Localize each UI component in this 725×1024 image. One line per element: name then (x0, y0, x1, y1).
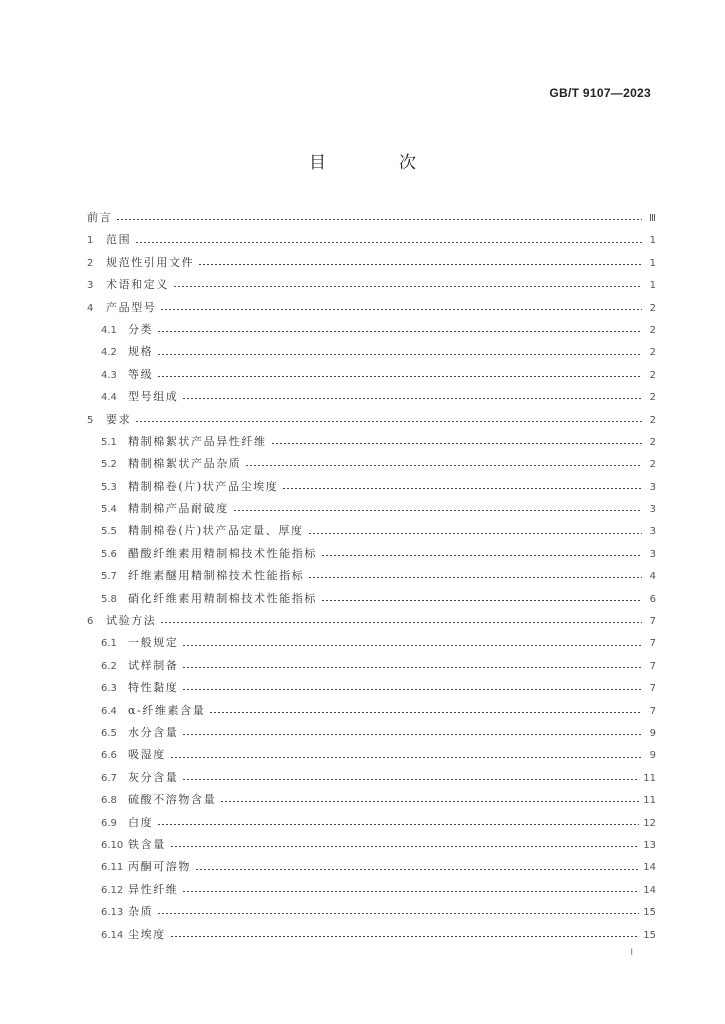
toc-entry-number: 6.10 (101, 839, 124, 851)
toc-entry-label: 分类 (128, 322, 154, 336)
toc-entry-page: Ⅲ (649, 213, 656, 224)
toc-entry-label: 水分含量 (128, 725, 179, 739)
toc-entry-page: 1 (649, 280, 656, 292)
toc-entry-page: 7 (649, 616, 656, 628)
toc-entry-page: 2 (649, 302, 656, 314)
dot-leader (182, 734, 642, 735)
dot-leader (245, 465, 642, 466)
toc-entry-page: 3 (649, 548, 656, 560)
toc-entry-number: 6.9 (101, 817, 117, 829)
toc-entry[interactable] (87, 655, 656, 677)
toc-entry-label: 精制棉卷(片)状产品尘埃度 (128, 479, 279, 493)
dot-leader (233, 510, 642, 511)
toc-entry[interactable] (87, 520, 656, 542)
toc-entry-number: 6.7 (101, 772, 117, 784)
toc-entry[interactable] (87, 498, 656, 520)
toc-entry-number: 5.3 (101, 481, 117, 493)
toc-entry[interactable] (87, 789, 656, 811)
toc-entry-label: 前言 (87, 211, 113, 224)
toc-entry-label: 精制棉产品耐破度 (128, 502, 229, 516)
toc-entry-label: 异性纤维 (128, 882, 179, 896)
toc-entry-number: 4.2 (101, 347, 117, 359)
toc-entry[interactable] (87, 274, 656, 296)
toc-entry[interactable] (87, 409, 656, 431)
toc-entry-number: 4.1 (101, 324, 117, 336)
dot-leader (220, 801, 639, 802)
toc-entry-page: 13 (643, 839, 656, 851)
toc-entry-page: 1 (649, 235, 656, 247)
toc-entry-page: 2 (649, 392, 656, 404)
toc-entry-page: 7 (649, 660, 656, 672)
toc-entry-label: 规范性引用文件 (106, 255, 195, 269)
toc-entry-label: 试验方法 (106, 614, 157, 628)
dot-leader (173, 286, 642, 287)
dot-leader (182, 667, 642, 668)
dot-leader (160, 309, 642, 310)
toc-entry[interactable] (87, 229, 656, 251)
toc-entry-number: 5.5 (101, 526, 117, 538)
toc-entry-number: 6.13 (101, 907, 124, 919)
toc-entry-label: 硝化纤维素用精制棉技术性能指标 (128, 591, 317, 605)
toc-entry[interactable] (87, 386, 656, 408)
toc-entry[interactable] (87, 744, 656, 766)
toc-entry-label: 尘埃度 (128, 927, 166, 941)
dot-leader (308, 533, 642, 534)
toc-entry-label: 范围 (106, 233, 132, 247)
toc-entry-number: 5.6 (101, 548, 117, 560)
toc-entry-number: 1 (87, 235, 94, 247)
toc-entry[interactable] (87, 879, 656, 901)
dot-leader (157, 913, 639, 914)
toc-entry[interactable] (87, 767, 656, 789)
toc-entry-label: 特性黏度 (128, 681, 179, 695)
toc-entry-number: 6.5 (101, 727, 117, 739)
toc-entry-number: 6.2 (101, 660, 117, 672)
toc-entry-page: 9 (649, 750, 656, 762)
toc-entry-number: 4 (87, 302, 94, 314)
toc-entry-number: 6.12 (101, 884, 124, 896)
toc-entry-page: 2 (649, 414, 656, 426)
toc-entry-number: 6.11 (101, 862, 124, 874)
toc-entry[interactable] (87, 431, 656, 453)
toc-entry-page: 4 (649, 571, 656, 583)
dot-leader (321, 555, 642, 556)
toc-entry-label: 精制棉絮状产品异性纤维 (128, 434, 267, 448)
toc-entry[interactable] (87, 319, 656, 341)
toc-entry-page: 6 (649, 593, 656, 605)
toc-entry-number: 5.7 (101, 571, 117, 583)
toc-entry[interactable] (87, 588, 656, 610)
dot-leader (271, 443, 642, 444)
toc-entry-label: 醋酸纤维素用精制棉技术性能指标 (128, 546, 317, 560)
toc-entry[interactable] (87, 924, 656, 946)
toc-entry-page: 14 (643, 884, 656, 896)
toc-entry[interactable] (87, 834, 656, 856)
dot-leader (198, 264, 642, 265)
standard-code: GB/T 9107—2023 (549, 86, 651, 100)
toc-entry-page: 11 (643, 795, 656, 807)
toc-entry-page: 12 (643, 817, 656, 829)
toc-entry-number: 2 (87, 257, 94, 269)
toc-entry-number: 6.1 (101, 638, 117, 650)
toc-entry[interactable] (87, 812, 656, 834)
toc-entry-label: 白度 (128, 815, 154, 829)
toc-entry-page: 2 (649, 324, 656, 336)
toc-entry-page: 11 (643, 772, 656, 784)
toc-entry-label: 丙酮可溶物 (128, 860, 191, 874)
dot-leader (157, 824, 639, 825)
toc-entry-label: 纤维素醚用精制棉技术性能指标 (128, 569, 305, 583)
toc-entry[interactable] (87, 856, 656, 878)
toc-entry-number: 5.2 (101, 459, 117, 471)
toc-entry-page: 14 (643, 862, 656, 874)
toc-entry-label: 规格 (128, 345, 154, 359)
dot-leader (157, 331, 642, 332)
toc-entry-label: 铁含量 (128, 837, 166, 851)
table-of-contents (87, 207, 656, 946)
toc-entry-page: 3 (649, 526, 656, 538)
toc-entry-number: 6.8 (101, 795, 117, 807)
toc-entry-label: 型号组成 (128, 390, 179, 404)
dot-leader (182, 689, 642, 690)
toc-entry[interactable] (87, 207, 656, 229)
dot-leader (282, 488, 642, 489)
toc-entry-page: 7 (649, 705, 656, 717)
toc-entry-label: 产品型号 (106, 300, 157, 314)
toc-entry-page: 3 (649, 481, 656, 493)
dot-leader (170, 757, 642, 758)
toc-entry-number: 6.6 (101, 750, 117, 762)
toc-entry-label: 术语和定义 (106, 278, 169, 292)
toc-entry-number: 6.3 (101, 683, 117, 695)
toc-entry-number: 6.4 (101, 705, 117, 717)
dot-leader (135, 421, 642, 422)
toc-entry[interactable] (87, 677, 656, 699)
toc-entry[interactable] (87, 722, 656, 744)
dot-leader (321, 600, 642, 601)
toc-entry-label: 要求 (106, 412, 132, 426)
toc-entry-label: 杂质 (128, 905, 154, 919)
dot-leader (209, 712, 642, 713)
toc-entry[interactable] (87, 341, 656, 363)
toc-entry-page: 3 (649, 504, 656, 516)
toc-entry-label: 吸湿度 (128, 748, 166, 762)
toc-entry[interactable] (87, 364, 656, 386)
toc-entry-number: 5.4 (101, 504, 117, 516)
toc-entry[interactable] (87, 700, 656, 722)
toc-entry-page: 1 (649, 257, 656, 269)
toc-entry-number: 4.4 (101, 392, 117, 404)
toc-entry[interactable] (87, 476, 656, 498)
dot-leader (170, 936, 639, 937)
toc-entry-page: 2 (649, 347, 656, 359)
toc-entry-label: 灰分含量 (128, 770, 179, 784)
dot-leader (308, 577, 642, 578)
toc-entry-label: 精制棉絮状产品杂质 (128, 457, 242, 471)
toc-entry-label: 等级 (128, 367, 154, 381)
toc-entry-page: 7 (649, 683, 656, 695)
toc-entry-page: 2 (649, 459, 656, 471)
toc-entry[interactable] (87, 543, 656, 565)
toc-entry-label: 一般规定 (128, 636, 179, 650)
toc-entry-number: 4.3 (101, 369, 117, 381)
toc-entry-number: 5.1 (101, 436, 117, 448)
toc-entry[interactable] (87, 901, 656, 923)
dot-leader (182, 779, 639, 780)
page-number: I (630, 948, 633, 958)
dot-leader (160, 622, 642, 623)
toc-entry-number: 5.8 (101, 593, 117, 605)
toc-entry-page: 15 (643, 907, 656, 919)
dot-leader (116, 219, 642, 220)
toc-entry[interactable] (87, 610, 656, 632)
toc-entry-page: 9 (649, 727, 656, 739)
toc-entry-page: 2 (649, 369, 656, 381)
toc-entry-label: 试样制备 (128, 658, 179, 672)
toc-entry-number: 6.14 (101, 929, 124, 941)
dot-leader (157, 354, 642, 355)
dot-leader (170, 846, 639, 847)
toc-entry[interactable] (87, 632, 656, 654)
toc-entry[interactable] (87, 297, 656, 319)
dot-leader (157, 376, 642, 377)
dot-leader (182, 398, 642, 399)
toc-entry[interactable] (87, 252, 656, 274)
toc-entry-number: 3 (87, 280, 94, 292)
toc-entry-label: 精制棉卷(片)状产品定量、厚度 (128, 524, 304, 538)
toc-entry[interactable] (87, 453, 656, 475)
toc-entry[interactable] (87, 565, 656, 587)
toc-entry-number: 5 (87, 414, 94, 426)
dot-leader (135, 242, 642, 243)
dot-leader (195, 869, 639, 870)
dot-leader (182, 891, 639, 892)
toc-entry-page: 2 (649, 436, 656, 448)
toc-entry-number: 6 (87, 616, 94, 628)
toc-entry-page: 15 (643, 929, 656, 941)
page-title: 目 次 (309, 153, 444, 173)
toc-entry-label: 硫酸不溶物含量 (128, 793, 217, 807)
toc-entry-page: 7 (649, 638, 656, 650)
toc-entry-label: α-纤维素含量 (128, 703, 206, 717)
dot-leader (182, 645, 642, 646)
